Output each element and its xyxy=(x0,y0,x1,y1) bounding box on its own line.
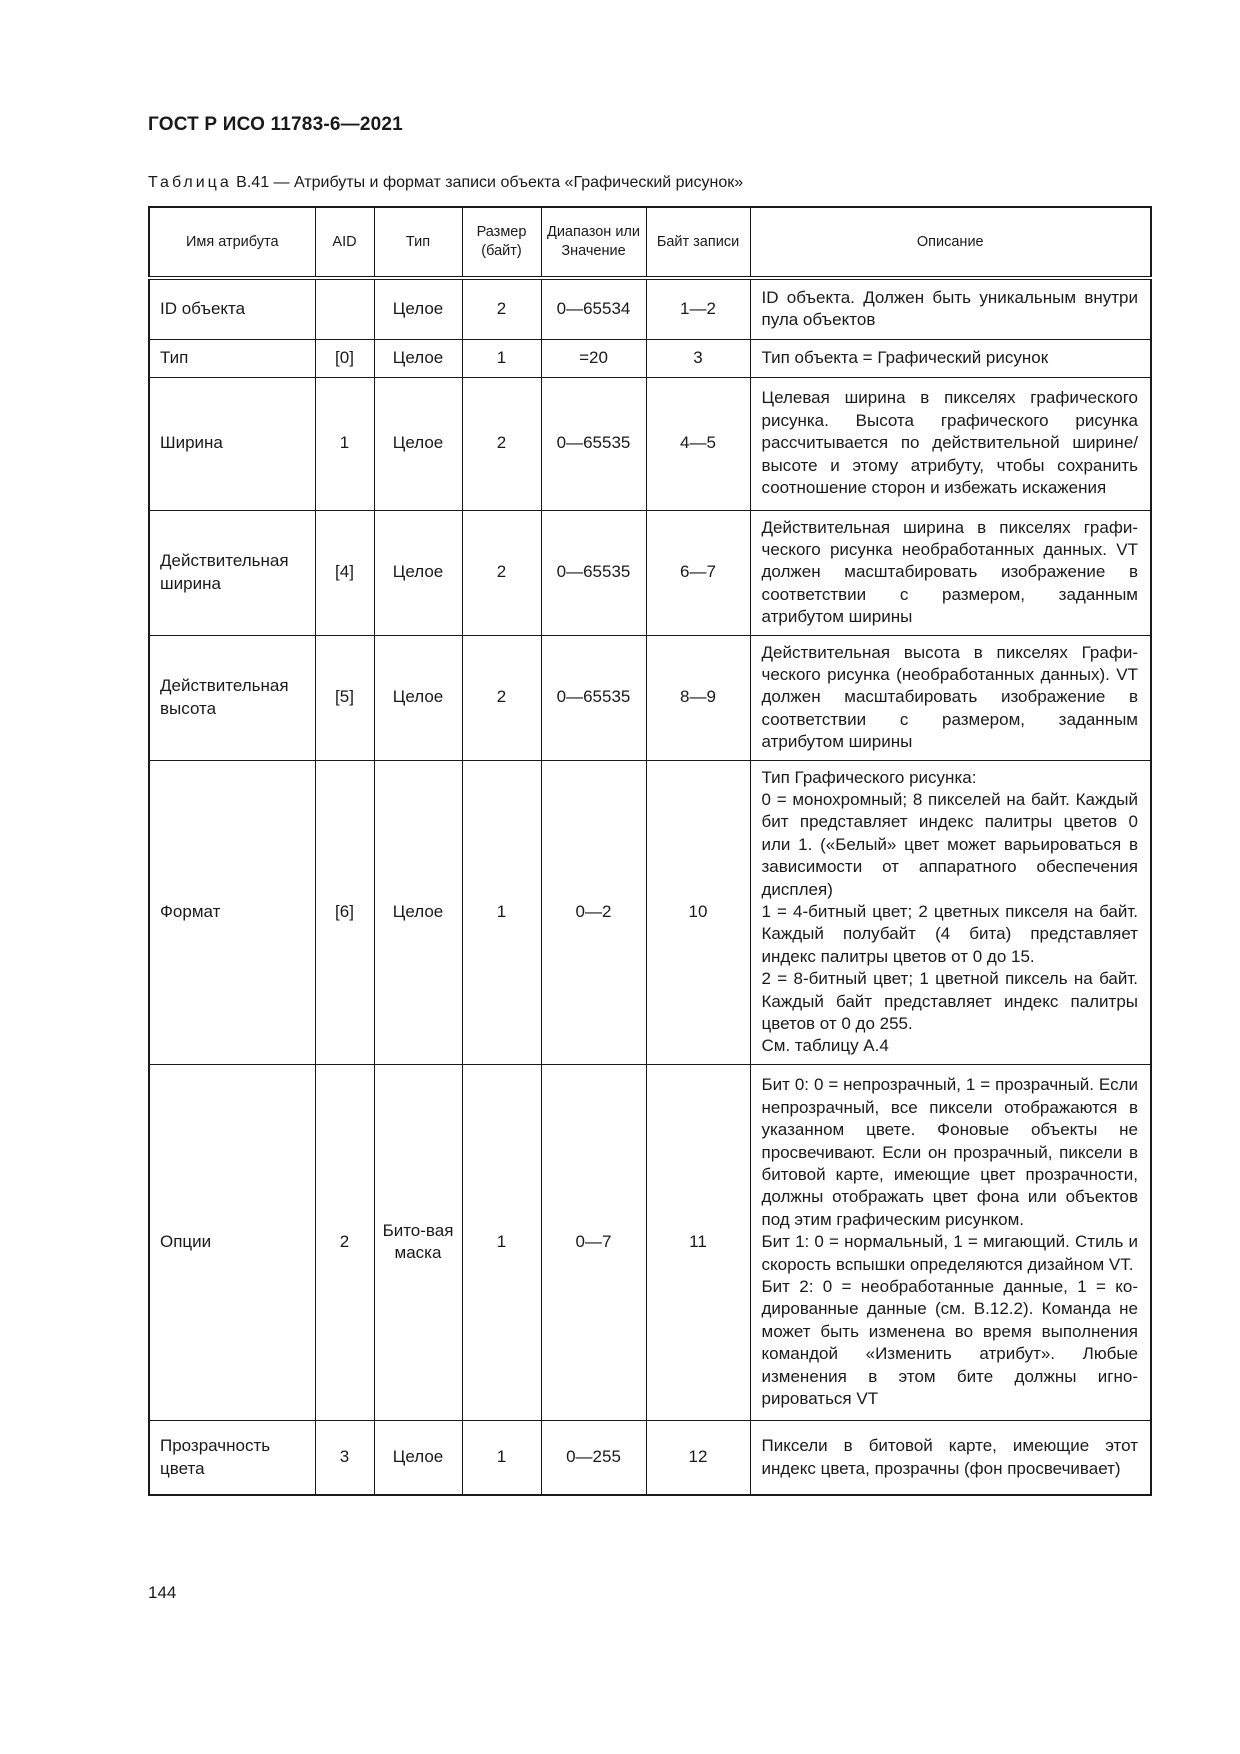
type-cell: Целое xyxy=(374,635,462,760)
table-row xyxy=(149,377,1151,510)
type-cell: Целое xyxy=(374,377,462,510)
size-cell: 2 xyxy=(462,635,541,760)
record-bytes-cell: 4—5 xyxy=(646,377,750,510)
column-header-type: Тип xyxy=(374,207,462,278)
attribute-name-cell: Опции xyxy=(149,1064,315,1420)
description-paragraph: Бит 0: 0 = непрозрачный, 1 = прозрачный. Если непрозрачный, все пиксели отображаются в указанном цвете. Фоновые объекты не просвечивают. Если он прозрачный, пиксели в битовой карте, имеющие цвет прозрачности, должны отображать цвет фона или объектов под этим графическим рисунком. xyxy=(761,1075,1138,1229)
table-row xyxy=(149,278,1151,339)
column-header-range: Диапазон или Значение xyxy=(541,207,646,278)
column-header-attribute-name: Имя атрибута xyxy=(149,207,315,278)
table-caption-prefix: Таблица xyxy=(148,174,232,191)
aid-cell: [4] xyxy=(315,510,374,635)
document-header: ГОСТ Р ИСО 11783-6—2021 xyxy=(148,114,403,135)
range-cell: 0—2 xyxy=(541,760,646,1064)
column-header-aid: AID xyxy=(315,207,374,278)
description-cell xyxy=(750,1420,1151,1495)
description-cell xyxy=(750,278,1151,339)
range-cell: 0—255 xyxy=(541,1420,646,1495)
description-cell xyxy=(750,510,1151,635)
aid-cell xyxy=(315,278,374,339)
description-cell xyxy=(750,339,1151,377)
record-bytes-cell: 8—9 xyxy=(646,635,750,760)
description-paragraph: Целевая ширина в пикселях графического рисунка. Высота графического рисунка рассчитывается по действительной ширине/высоте и этому атрибуту, чтобы сохранить соотношение сторон и избежать искажения xyxy=(761,388,1138,498)
description-paragraph: Тип объекта = Графический рисунок xyxy=(761,347,1049,367)
type-cell: Целое xyxy=(374,278,462,339)
size-cell: 1 xyxy=(462,1064,541,1420)
table-body xyxy=(149,278,1151,1495)
type-cell: Бито-вая маска xyxy=(374,1064,462,1420)
column-header-size: Размер (байт) xyxy=(462,207,541,278)
record-bytes-cell: 6—7 xyxy=(646,510,750,635)
description-paragraph: Действительная ширина в пикселях графического рисунка необработанных данных. VT должен масштабировать изображение в соответствии с размером, заданным атрибутом ширины xyxy=(761,517,1138,627)
size-cell: 2 xyxy=(462,278,541,339)
attribute-name-cell: Действительная ширина xyxy=(149,510,315,635)
record-bytes-cell: 11 xyxy=(646,1064,750,1420)
type-cell: Целое xyxy=(374,510,462,635)
table-row xyxy=(149,510,1151,635)
description-paragraph: См. таблицу A.4 xyxy=(761,1036,889,1056)
description-cell xyxy=(750,635,1151,760)
description-cell xyxy=(750,377,1151,510)
aid-cell: [6] xyxy=(315,760,374,1064)
table-row xyxy=(149,339,1151,377)
aid-cell: [5] xyxy=(315,635,374,760)
size-cell: 2 xyxy=(462,510,541,635)
table-caption-text: B.41 — Атрибуты и формат записи объекта «Графический рисунок» xyxy=(231,174,744,191)
description-paragraph: Бит 2: 0 = необработанные данные, 1 = кодированные данные (см. B.12.2). Команда не может быть изменена во время выполнения командой «Изменить атрибут». Любые изменения в этом бите должны игнорироваться VT xyxy=(761,1276,1138,1408)
aid-cell: [0] xyxy=(315,339,374,377)
range-cell: =20 xyxy=(541,339,646,377)
range-cell: 0—7 xyxy=(541,1064,646,1420)
description-paragraph: Действительная высота в пикселях Графического рисунка (необработанных данных). VT должен масштабировать изображение в соответствии с размером, заданным атрибутом ширины xyxy=(761,642,1138,752)
aid-cell: 2 xyxy=(315,1064,374,1420)
table-header-row xyxy=(149,207,1151,278)
range-cell: 0—65534 xyxy=(541,278,646,339)
attribute-name-cell: Тип xyxy=(149,339,315,377)
description-paragraph: 1 = 4-битный цвет; 2 цветных пикселя на байт. Каждый полубайт (4 бита) представляет индекс палитры цветов от 0 до 15. xyxy=(761,902,1138,966)
record-bytes-cell: 3 xyxy=(646,339,750,377)
table-row xyxy=(149,760,1151,1064)
description-paragraph: Пиксели в битовой карте, имеющие этот индекс цвета, прозрачны (фон просвечивает) xyxy=(761,1436,1138,1478)
aid-cell: 1 xyxy=(315,377,374,510)
type-cell: Целое xyxy=(374,760,462,1064)
aid-cell: 3 xyxy=(315,1420,374,1495)
type-cell: Целое xyxy=(374,339,462,377)
attributes-table xyxy=(148,206,1152,1496)
size-cell: 2 xyxy=(462,377,541,510)
description-cell xyxy=(750,1064,1151,1420)
type-cell: Целое xyxy=(374,1420,462,1495)
table-row xyxy=(149,635,1151,760)
size-cell: 1 xyxy=(462,760,541,1064)
attribute-name-cell: Прозрачность цвета xyxy=(149,1420,315,1495)
page-number: 144 xyxy=(148,1583,177,1602)
record-bytes-cell: 12 xyxy=(646,1420,750,1495)
size-cell: 1 xyxy=(462,339,541,377)
attribute-name-cell: ID объекта xyxy=(149,278,315,339)
range-cell: 0—65535 xyxy=(541,635,646,760)
attribute-name-cell: Действительная высота xyxy=(149,635,315,760)
column-header-description: Описание xyxy=(750,207,1151,278)
attribute-name-cell: Формат xyxy=(149,760,315,1064)
description-paragraph: 0 = монохромный; 8 пикселей на байт. Каждый бит представляет индекс палитры цветов 0 или 1. («Белый» цвет может варьироваться в зависимости от аппаратного обеспечения дисплея) xyxy=(761,789,1138,899)
size-cell: 1 xyxy=(462,1420,541,1495)
table-row xyxy=(149,1064,1151,1420)
range-cell: 0—65535 xyxy=(541,510,646,635)
attribute-name-cell: Ширина xyxy=(149,377,315,510)
table-row xyxy=(149,1420,1151,1495)
description-cell xyxy=(750,760,1151,1064)
record-bytes-cell: 10 xyxy=(646,760,750,1064)
table-caption xyxy=(148,174,743,192)
range-cell: 0—65535 xyxy=(541,377,646,510)
description-paragraph: Бит 1: 0 = нормальный, 1 = мигающий. Стиль и скорость вспышки определяются дизайном VT. xyxy=(761,1232,1138,1274)
description-paragraph: 2 = 8-битный цвет; 1 цветной пиксель на байт. Каждый байт представляет индекс палитры цветов от 0 до 255. xyxy=(761,969,1138,1034)
record-bytes-cell: 1—2 xyxy=(646,278,750,339)
column-header-record-bytes: Байт записи xyxy=(646,207,750,278)
description-paragraph: ID объекта. Должен быть уникальным внутри пула объектов xyxy=(761,287,1138,330)
description-paragraph: Тип Графического рисунка: xyxy=(761,767,977,787)
